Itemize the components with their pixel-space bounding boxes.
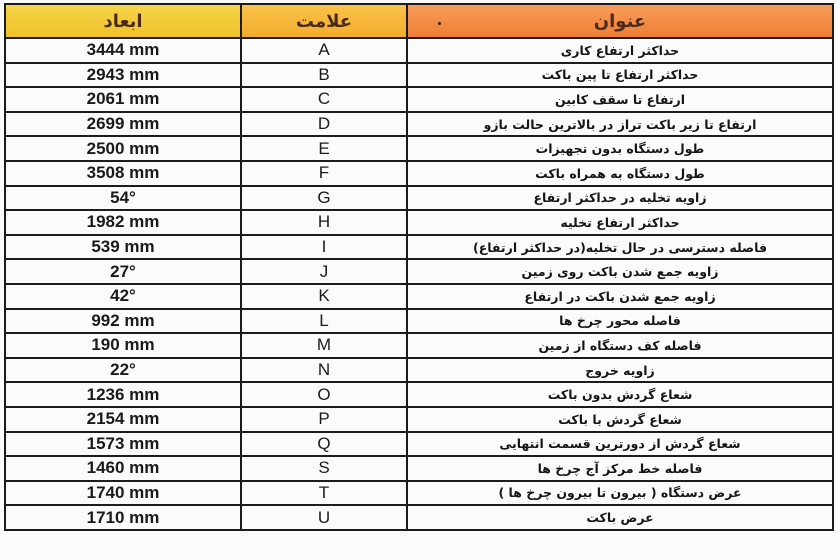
dimension-cell: 190 mm — [5, 333, 241, 358]
title-cell: حداکثر ارتفاع تا پین باکت — [407, 63, 833, 88]
symbol-cell: D — [241, 112, 407, 137]
table-row — [5, 259, 833, 284]
title-cell: طول دستگاه به همراه باکت — [407, 161, 833, 186]
dimension-cell: 2500 mm — [5, 136, 241, 161]
dimension-cell: 2943 mm — [5, 63, 241, 88]
symbol-cell: I — [241, 235, 407, 260]
dimension-cell: 2154 mm — [5, 407, 241, 432]
symbol-cell: P — [241, 407, 407, 432]
table-row — [5, 505, 833, 530]
title-cell: زاویه جمع شدن باکت روی زمین — [407, 259, 833, 284]
table-row — [5, 309, 833, 334]
scan-dot — [438, 22, 441, 25]
table-body — [5, 38, 833, 530]
symbol-cell: F — [241, 161, 407, 186]
specifications-table — [4, 3, 834, 531]
header-title-label: عنوان — [593, 10, 647, 32]
title-cell: فاصله محور چرخ ها — [407, 309, 833, 334]
dimension-cell: 2061 mm — [5, 87, 241, 112]
title-cell: طول دستگاه بدون تجهیزات — [407, 136, 833, 161]
title-cell: شعاع گردش از دورترین قسمت انتهایی — [407, 432, 833, 457]
table-row — [5, 63, 833, 88]
table-row — [5, 432, 833, 457]
symbol-cell: B — [241, 63, 407, 88]
header-dimension: ابعاد — [5, 4, 241, 38]
table-row — [5, 407, 833, 432]
table-row — [5, 235, 833, 260]
table-row — [5, 333, 833, 358]
header-symbol: علامت — [241, 4, 407, 38]
table-row — [5, 481, 833, 506]
header-row — [5, 4, 833, 38]
dimension-cell: 992 mm — [5, 309, 241, 334]
symbol-cell: T — [241, 481, 407, 506]
symbol-cell: O — [241, 382, 407, 407]
table-row — [5, 136, 833, 161]
title-cell: شعاع گردش بدون باکت — [407, 382, 833, 407]
symbol-cell: J — [241, 259, 407, 284]
title-cell: عرض دستگاه ( بیرون تا بیرون چرخ ها ) — [407, 481, 833, 506]
dimension-cell: 3444 mm — [5, 38, 241, 63]
dimension-cell: 42° — [5, 284, 241, 309]
symbol-cell: M — [241, 333, 407, 358]
dimension-cell: 1710 mm — [5, 505, 241, 530]
table-row — [5, 284, 833, 309]
title-cell: فاصله دسترسی در حال تخلیه(در حداکثر ارتفاع) — [407, 235, 833, 260]
dimension-cell: 1982 mm — [5, 210, 241, 235]
table-row — [5, 210, 833, 235]
table-row — [5, 38, 833, 63]
title-cell: زاویه جمع شدن باکت در ارتفاع — [407, 284, 833, 309]
title-cell: حداکثر ارتفاع تخلیه — [407, 210, 833, 235]
dimension-cell: 1573 mm — [5, 432, 241, 457]
symbol-cell: G — [241, 186, 407, 211]
symbol-cell: S — [241, 456, 407, 481]
dimension-cell: 1740 mm — [5, 481, 241, 506]
symbol-cell: L — [241, 309, 407, 334]
dimension-cell: 22° — [5, 358, 241, 383]
table-row — [5, 456, 833, 481]
table-row — [5, 112, 833, 137]
title-cell: حداکثر ارتفاع کاری — [407, 38, 833, 63]
title-cell: عرض باکت — [407, 505, 833, 530]
header-title — [407, 4, 833, 38]
title-cell: زاویه خروج — [407, 358, 833, 383]
symbol-cell: U — [241, 505, 407, 530]
table-row — [5, 358, 833, 383]
dimension-cell: 27° — [5, 259, 241, 284]
title-cell: زاویه تخلیه در حداکثر ارتفاع — [407, 186, 833, 211]
dimension-cell: 2699 mm — [5, 112, 241, 137]
title-cell: ارتفاع تا سقف کابین — [407, 87, 833, 112]
dimension-cell: 1236 mm — [5, 382, 241, 407]
title-cell: فاصله کف دستگاه از زمین — [407, 333, 833, 358]
dimension-cell: 1460 mm — [5, 456, 241, 481]
title-cell: فاصله خط مرکز آج چرخ ها — [407, 456, 833, 481]
symbol-cell: K — [241, 284, 407, 309]
table-row — [5, 161, 833, 186]
table-row — [5, 382, 833, 407]
symbol-cell: Q — [241, 432, 407, 457]
dimension-cell: 3508 mm — [5, 161, 241, 186]
table-row — [5, 186, 833, 211]
table-row — [5, 87, 833, 112]
title-cell: ارتفاع تا زیر باکت تراز در بالاترین حالت بازو — [407, 112, 833, 137]
symbol-cell: A — [241, 38, 407, 63]
symbol-cell: N — [241, 358, 407, 383]
symbol-cell: E — [241, 136, 407, 161]
title-cell: شعاع گردش با باکت — [407, 407, 833, 432]
dimension-cell: 539 mm — [5, 235, 241, 260]
symbol-cell: H — [241, 210, 407, 235]
dimension-cell: 54° — [5, 186, 241, 211]
symbol-cell: C — [241, 87, 407, 112]
